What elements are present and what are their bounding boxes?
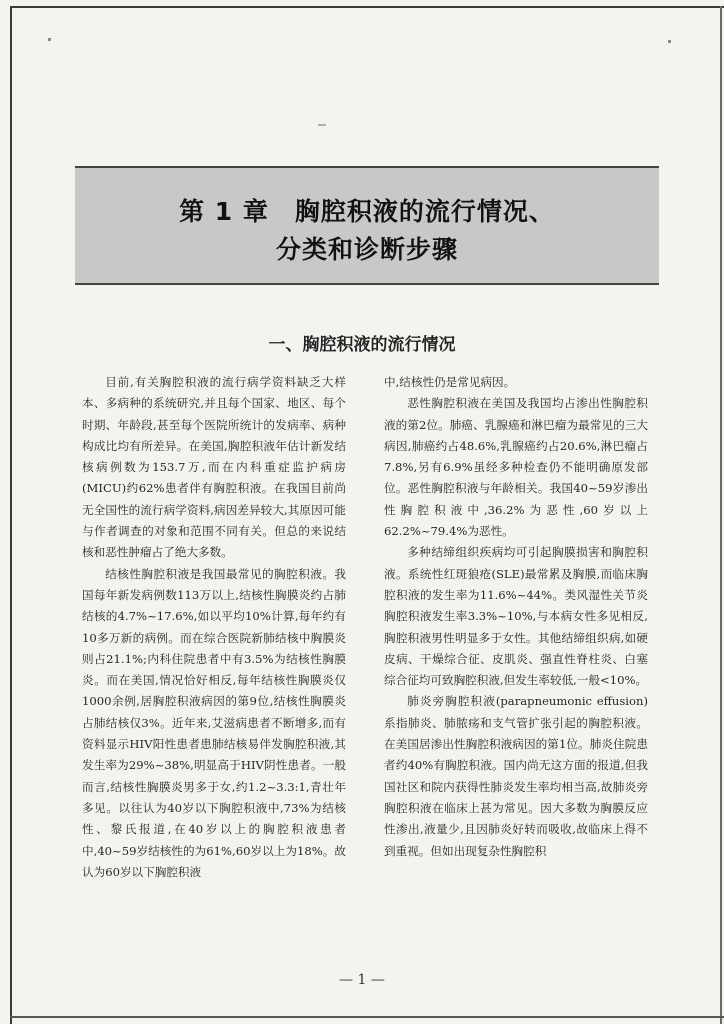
scan-border-top: [10, 6, 724, 8]
chapter-title-line-1: 第 1 章 胸腔积液的流行情况、: [179, 197, 555, 226]
scan-speck: [48, 38, 51, 41]
paragraph-continuation: 中,结核性仍是常见病因。: [384, 375, 516, 389]
scan-speck: [668, 40, 671, 43]
scan-border-right: [720, 6, 722, 1024]
paragraph: 恶性胸腔积液在美国及我国均占渗出性胸腔积液的第2位。肺癌、乳腺癌和淋巴瘤为最常见的三大病因,肺癌约占48.6%,乳腺癌约占20.6%,淋巴瘤占7.8%,另有6.9%虽经多种检查仍不能明确原发部位。恶性胸腔积液与年龄相关。我国40~59岁渗出性胸腔积液中,36.2%为恶性,60岁以上62.2%~79.4%为恶性。: [384, 396, 648, 539]
paragraph: 目前,有关胸腔积液的流行病学资料缺乏大样本、多病种的系统研究,并且每个国家、地区、每个时期、年龄段,甚至每个医院所统计的发病率、病种构成比均有所差异。在美国,胸腔积液年估计新发结核病例数为153.7万,而在内科重症监护病房(MICU)约62%患者伴有胸腔积液。在我国目前尚无全国性的流行病学资料,病因差异较大,其原因可能与作者调查的对象和范围不同有关。但总的来说结核和恶性肿瘤占了绝大多数。: [82, 375, 346, 560]
left-text-column: [82, 372, 346, 883]
paragraph: 结核性胸腔积液是我国最常见的胸腔积液。我国每年新发病例数113万以上,结核性胸膜炎约占肺结核的4.7%~17.6%,如以平均10%计算,每年约有10多万新的病例。而在综合医院新肺结核中胸膜炎则占21.1%;内科住院患者中有3.5%为结核性胸膜炎。而在美国,情况恰好相反,每年结核性胸膜炎仅1000余例,居胸腔积液病因的第9位,结核性胸膜炎占肺结核仅3%。近年来,艾滋病患者不断增多,而有资料显示HIV阳性患者患肺结核易伴发胸腔积液,其发生率为29%~38%,明显高于HIV阴性患者。一般而言,结核性胸膜炎男多于女,约1.2~3.3:1,青壮年多见。以往认为40岁以下胸腔积液中,73%为结核性、黎氏报道,在40岁以上的胸腔积液患者中,40~59岁结核性的为61%,60岁以上为18%。故认为60岁以下胸腔积液: [82, 566, 346, 879]
paragraph: 肺炎旁胸腔积液(parapneumonic effusion)系指肺炎、肺脓疡和支气管扩张引起的胸腔积液。在美国居渗出性胸腔积液病因的第1位。肺炎住院患者约40%有胸腔积液。国内尚无这方面的报道,但我国社区和院内获得性肺炎发生率均相当高,故肺炎旁胸腔积液在临床上甚为常见。因大多数为胸膜反应性渗出,液量少,且因肺炎好转而吸收,故临床上得不到重视。但如出现复杂性胸腔积: [384, 694, 648, 858]
scan-border-left: [10, 6, 12, 1024]
scan-speck: [318, 124, 326, 126]
scan-border-bottom: [10, 1016, 724, 1018]
section-heading: 一、胸腔积液的流行情况: [268, 335, 456, 355]
paragraph: 多种结缔组织疾病均可引起胸膜损害和胸腔积液。系统性红斑狼疮(SLE)最常累及胸膜,而临床胸腔积液的发生率为11.6%~44%。类风湿性关节炎胸腔积液发生率3.3%~10%,与本病女性多见相反,胸腔积液男性明显多于女性。其他结缔组织病,如硬皮病、干燥综合征、皮肌炎、强直性脊柱炎、白塞综合征均可致胸腔积液,但发生率较低,一般<10%。: [384, 545, 648, 688]
chapter-title-line-2: 分类和诊断步骤: [275, 235, 458, 264]
page-number: — 1 —: [339, 972, 385, 988]
right-text-column: [384, 372, 648, 862]
